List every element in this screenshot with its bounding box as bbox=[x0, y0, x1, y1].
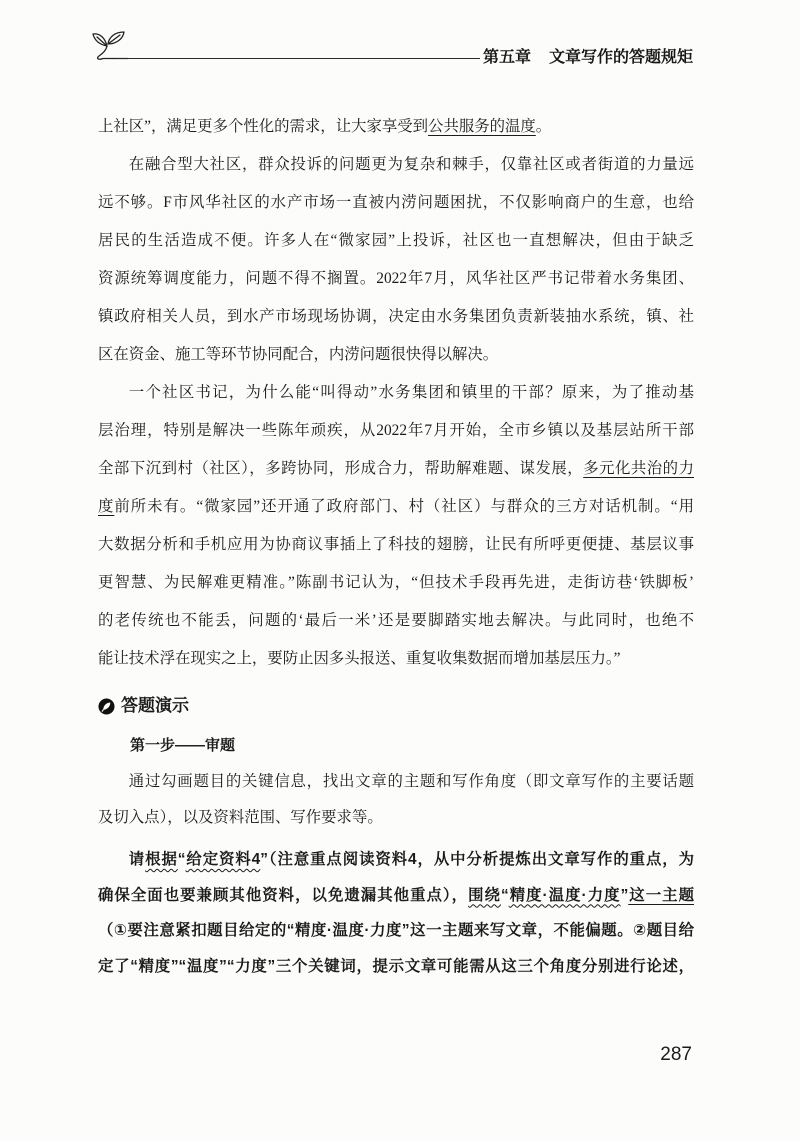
demo-paragraph-question-analysis bbox=[98, 842, 694, 984]
text-line bbox=[98, 949, 694, 985]
text-segment: ” bbox=[620, 886, 629, 904]
chapter-header bbox=[483, 48, 693, 68]
text-segment: 定了“精度”“温度”“力度”三个关键词，提示文章可能需从这三个角度分别进行论述， bbox=[98, 957, 694, 975]
text-line bbox=[98, 298, 694, 336]
material-paragraph-community-secretary bbox=[98, 374, 694, 678]
text-segment: 确保全面也要兼顾其他资料，以免遗漏其他重点）， bbox=[98, 886, 469, 904]
wavy-underlined-text: 精度·温度·力度 bbox=[508, 886, 621, 904]
wavy-underlined-text: 围绕 bbox=[468, 886, 501, 904]
text-segment: 远不够。F市风华社区的水产市场一直被内涝问题困扰，不仅影响商户的生意，也给 bbox=[98, 194, 694, 211]
text-segment: 一个社区书记，为什么能“叫得动”水务集团和镇里的干部？原来，为了推动基 bbox=[128, 384, 694, 401]
text-segment: 的老传统也不能丢，问题的‘最后一米’还是要脚踏实地去解决。与此同时，也绝不 bbox=[98, 612, 694, 629]
text-line bbox=[98, 640, 694, 678]
text-segment: 通过勾画题目的关键信息，找出文章的主题和写作角度（即文章写作的主要话题 bbox=[128, 773, 694, 790]
underlined-text: 公共服务的温度 bbox=[428, 118, 536, 135]
text-line bbox=[98, 488, 694, 526]
text-segment: “ bbox=[177, 851, 186, 868]
text-segment: 更智慧、为民解难更精准。”陈副书记认为，“但技术手段再先进，走街访巷‘铁脚板’ bbox=[98, 574, 694, 591]
page-number: 287 bbox=[660, 1044, 692, 1065]
underlined-text: 这一主题 bbox=[628, 886, 694, 904]
chapter-title: 文章写作的答题规矩 bbox=[549, 49, 694, 66]
text-segment: 上社区”，满足更多个性化的需求，让大家享受到 bbox=[98, 118, 429, 135]
text-line bbox=[98, 260, 694, 298]
text-segment: 资源统筹调度能力，问题不得不搁置。2022年7月，风华社区严书记带着水务集团、 bbox=[98, 270, 694, 287]
text-segment: （①要注意紧扣题目给定的“精度·温度·力度”这一主题来写文章，不能偏题。②题目给 bbox=[98, 922, 694, 939]
text-line bbox=[98, 842, 694, 878]
text-segment: 居民的生活造成不便。许多人在“微家园”上投诉，社区也一直想解决，但由于缺乏 bbox=[98, 232, 694, 249]
text-line bbox=[98, 913, 694, 949]
text-line bbox=[98, 336, 694, 374]
material-paragraph-water-market bbox=[98, 146, 694, 374]
text-line bbox=[98, 450, 694, 488]
text-segment: 区在资金、施工等环节协同配合，内涝问题很快得以解决。 bbox=[98, 346, 499, 363]
material-text bbox=[98, 108, 694, 678]
text-line bbox=[98, 764, 694, 800]
chapter-number: 第五章 bbox=[483, 49, 532, 66]
text-segment: “ bbox=[500, 886, 509, 904]
text-segment: 全部下沉到村（社区），多跨协同，形成合力，帮助解难题、谋发展， bbox=[98, 460, 584, 477]
text-line bbox=[98, 602, 694, 640]
text-segment: 。 bbox=[535, 118, 552, 135]
text-line bbox=[98, 184, 694, 222]
answer-demo-heading bbox=[98, 688, 694, 724]
text-line bbox=[98, 800, 694, 836]
text-segment: 大数据分析和手机应用为协商议事插上了科技的翅膀，让民有所呼更便捷、基层议事 bbox=[98, 536, 694, 553]
text-segment: 请 bbox=[128, 851, 146, 868]
text-line bbox=[98, 222, 694, 260]
header-rule bbox=[118, 58, 480, 59]
text-line bbox=[98, 526, 694, 564]
text-segment: 前所未有。“微家园”还开通了政府部门、村（社区）与群众的三方对话机制。“用 bbox=[114, 498, 694, 515]
demo-paragraph-instructions bbox=[98, 764, 694, 836]
text-segment: 在融合型大社区，群众投诉的问题更为复杂和棘手，仅靠社区或者街道的力量远 bbox=[128, 156, 694, 173]
underlined-text: 多元化共治的力 bbox=[583, 460, 694, 477]
answer-demo-section bbox=[98, 688, 694, 984]
text-line bbox=[98, 564, 694, 602]
text-segment: 镇政府相关人员，到水产市场现场协调，决定由水务集团负责新装抽水系统，镇、社 bbox=[98, 308, 694, 325]
answer-demo-heading-text: 答题演示 bbox=[121, 696, 189, 715]
text-segment: 层治理，特别是解决一些陈年顽疾，从2022年7月开始，全市乡镇以及基层站所干部 bbox=[98, 422, 694, 439]
underlined-text: 度 bbox=[98, 498, 115, 515]
text-line bbox=[98, 146, 694, 184]
material-paragraph-continued bbox=[98, 108, 694, 146]
text-line bbox=[98, 374, 694, 412]
text-line bbox=[98, 412, 694, 450]
wavy-underlined-text: 根据 bbox=[145, 851, 178, 868]
text-segment: ”（注意重点阅读资料4，从中分析提炼出文章写作的重点，为 bbox=[260, 851, 694, 868]
text-line bbox=[98, 108, 694, 146]
answer-demo-bullet-icon bbox=[98, 698, 115, 715]
text-line bbox=[98, 878, 694, 914]
step-title: 第一步——审题 bbox=[130, 737, 236, 754]
text-segment: 及切入点），以及资料范围、写作要求等。 bbox=[98, 809, 383, 826]
text-segment: 能让技术浮在现实之上，要防止因多头报送、重复收集数据而增加基层压力。” bbox=[98, 650, 621, 667]
sprout-icon bbox=[90, 27, 128, 61]
wavy-underlined-text: 给定资料4 bbox=[185, 851, 261, 868]
